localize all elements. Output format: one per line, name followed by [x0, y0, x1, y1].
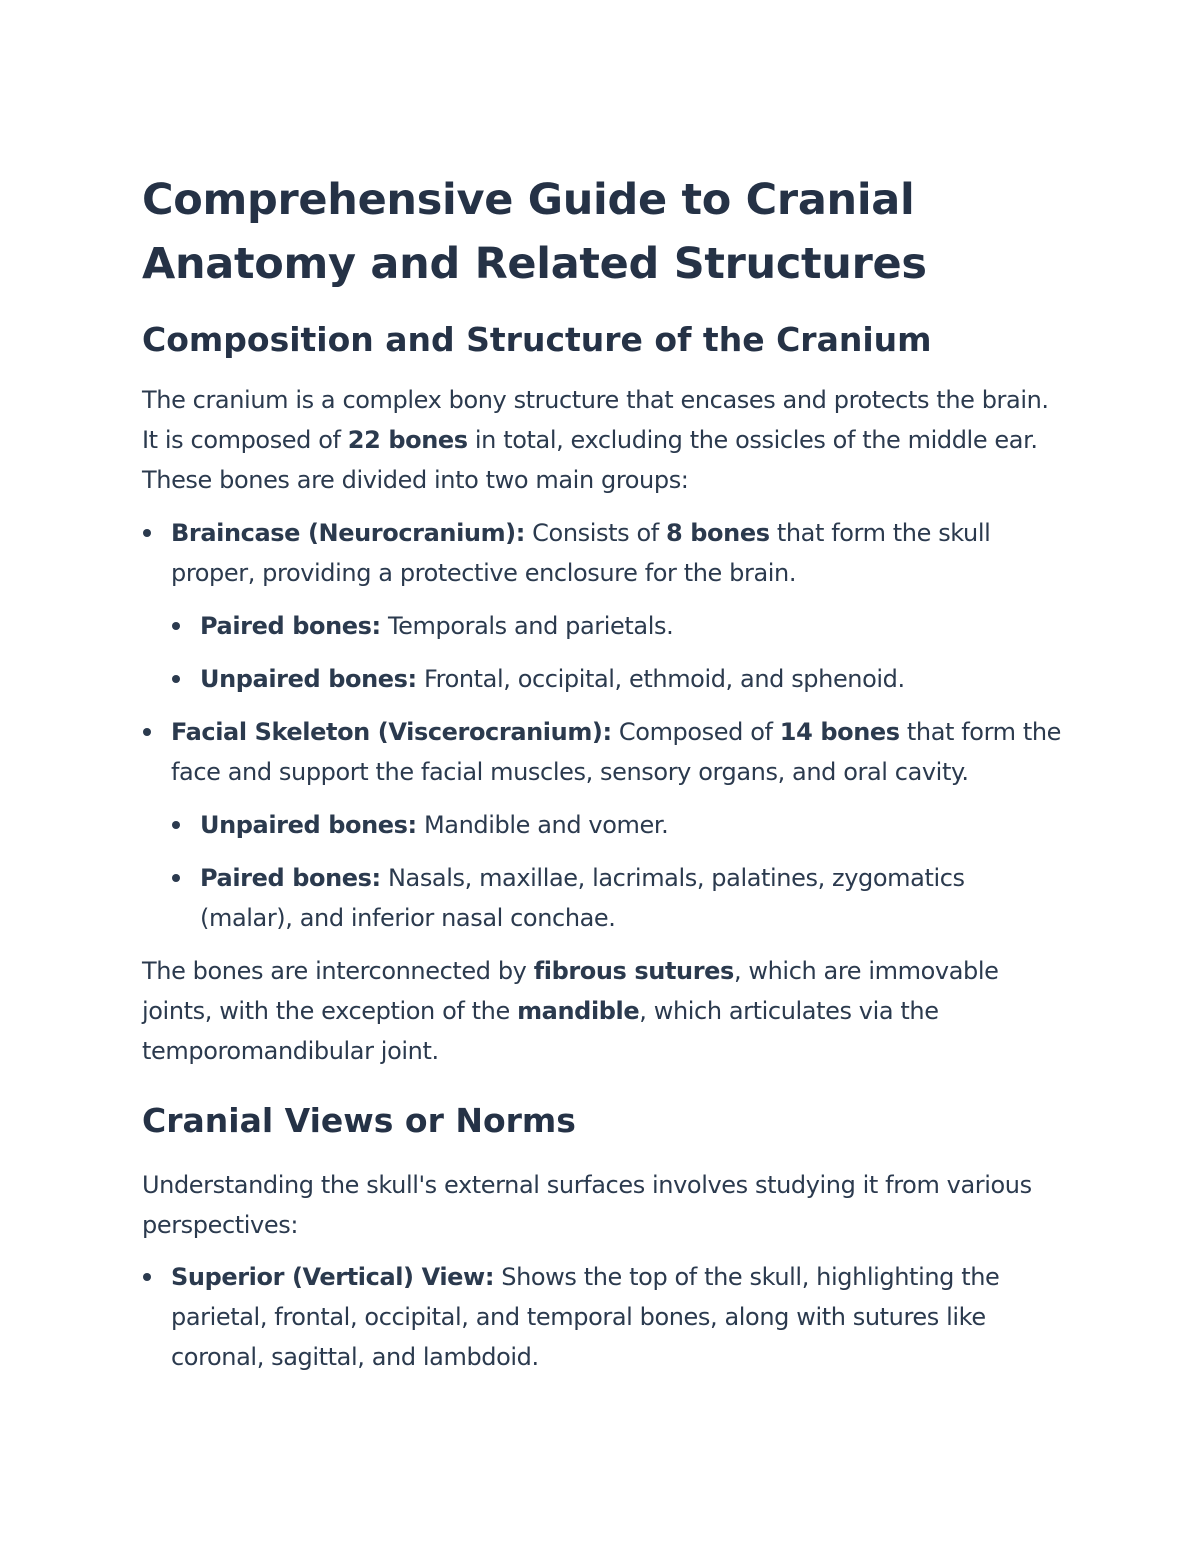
braincase-text-2: that form the skull proper, providing a protective enclosure for the brain. [171, 519, 991, 587]
sub-text: Frontal, occipital, ethmoid, and sphenoid. [416, 665, 905, 693]
outro-bold-sutures: fibrous sutures [533, 957, 734, 985]
sutures-paragraph [142, 951, 1062, 1071]
braincase-bold-count: 8 bones [666, 519, 770, 547]
sublist-item [171, 606, 1062, 646]
list-item-braincase [142, 513, 1062, 699]
views-intro-paragraph: Understanding the skull's external surfaces involves studying it from various perspectives: [142, 1171, 1032, 1239]
braincase-text-1: Consists of [524, 519, 667, 547]
intro-bold-count: 22 bones [347, 426, 468, 454]
sublist-item [171, 805, 1062, 845]
outro-text-3: , which articulates via the temporomandibular joint. [142, 997, 939, 1065]
facial-sublist [171, 805, 1062, 938]
section-intro-paragraph [142, 380, 1062, 500]
sub-label: Unpaired bones: [200, 811, 417, 839]
sub-label: Paired bones: [200, 864, 381, 892]
intro-text-1: The cranium is a complex bony structure that encases and protects the brain. It is composed of [142, 386, 1049, 454]
braincase-label: Braincase (Neurocranium): [171, 519, 525, 547]
document-page [142, 168, 1062, 1377]
sub-label: Paired bones: [200, 612, 381, 640]
sub-label: Unpaired bones: [200, 665, 417, 693]
sublist-item [171, 659, 1062, 699]
list-item-facial-skeleton [142, 712, 1062, 938]
outro-text-1: The bones are interconnected by [142, 957, 534, 985]
facial-text-2: that form the face and support the facial muscles, sensory organs, and oral cavity. [171, 718, 1062, 786]
views-list [142, 1257, 1062, 1377]
section-heading-views: Cranial Views or Norms [142, 1101, 576, 1140]
bone-groups-list [142, 513, 1062, 938]
facial-text-1: Composed of [611, 718, 780, 746]
view-label: Superior (Vertical) View: [171, 1263, 495, 1291]
intro-text-2: in total, excluding the ossicles of the middle ear. These bones are divided into two main groups: [142, 426, 1038, 494]
view-text: Shows the top of the skull, highlighting the parietal, frontal, occipital, and temporal bones, along with sutures like coronal, sagittal, and lambdoid. [171, 1263, 1000, 1371]
sub-text: Temporals and parietals. [380, 612, 674, 640]
facial-bold-count: 14 bones [779, 718, 900, 746]
sub-text: Mandible and vomer. [416, 811, 669, 839]
braincase-sublist [171, 606, 1062, 699]
outro-text-2: , which are immovable joints, with the exception of the [142, 957, 999, 1025]
sub-text: Nasals, maxillae, lacrimals, palatines, zygomatics (malar), and inferior nasal conchae. [200, 864, 965, 932]
list-item-superior-view [142, 1257, 1062, 1377]
sublist-item [171, 858, 1062, 938]
document-title: Comprehensive Guide to Cranial Anatomy and Related Structures [142, 175, 927, 289]
outro-bold-mandible: mandible [517, 997, 640, 1025]
section-heading-composition: Composition and Structure of the Cranium [142, 320, 932, 359]
facial-label: Facial Skeleton (Viscerocranium): [171, 718, 612, 746]
